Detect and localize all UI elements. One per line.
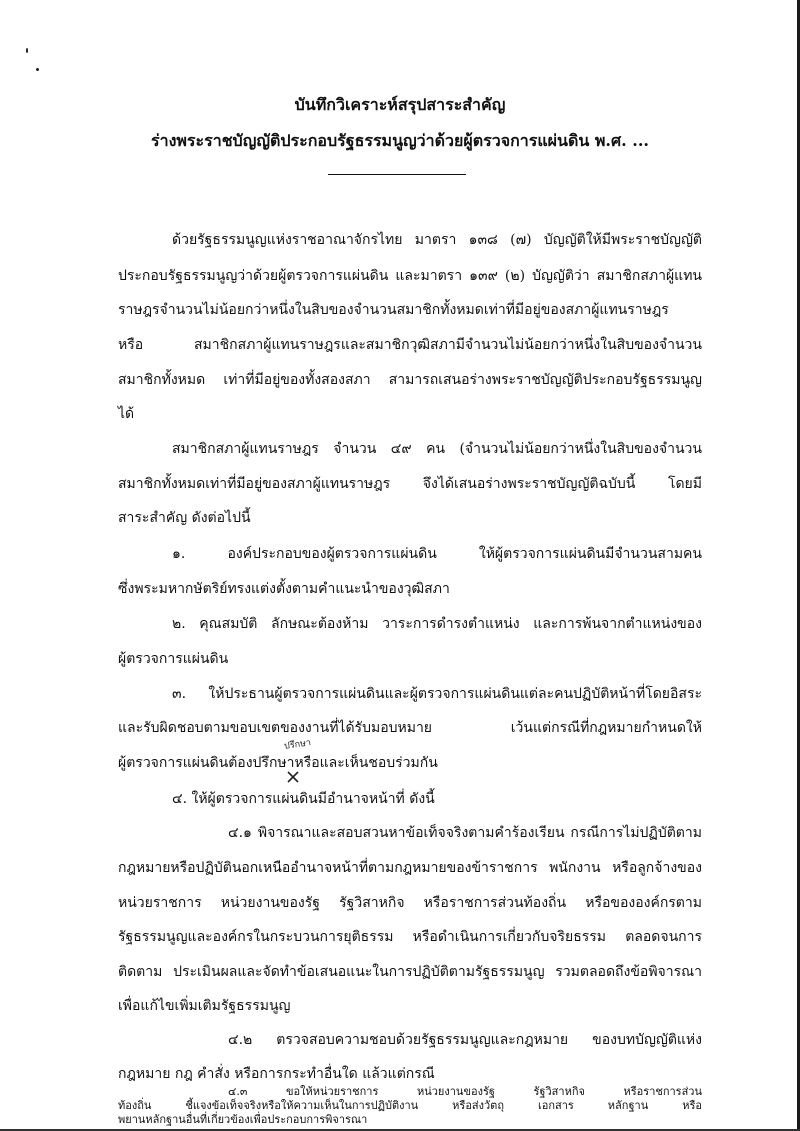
item-3-line: ๓. ให้ประธานผู้ตรวจการแผ่นดินและผู้ตรวจการแผ่นดินแต่ละคนปฏิบัติหน้าที่โดยอิสระ [172,686,702,702]
paragraph-1-line: หรือ สมาชิกสภาผู้แทนราษฎรและสมาชิกวุฒิสภามีจำนวนไม่น้อยกว่าหนึ่งในสิบของจำนวน [118,337,702,353]
item-1-line: ๑. องค์ประกอบของผู้ตรวจการแผ่นดิน ให้ผู้ตรวจการแผ่นดินมีจำนวนสามคน [172,546,702,562]
item-1-line: ซึ่งพระมหากษัตริย์ทรงแต่งตั้งตามคำแนะนำของวุฒิสภา [118,581,450,597]
item-4-1-line: กฎหมายหรือปฏิบัตินอกเหนืออำนาจหน้าที่ตามกฎหมายของข้าราชการ พนักงาน หรือลูกจ้างของ [118,860,702,876]
item-4-3-line: ๔.๓ ขอให้หน่วยราชการ หน่วยงานของรัฐ รัฐวิสาหกิจ หรือราชการส่วน [228,1085,702,1098]
title-underline-rule [328,174,466,175]
item-4-1-line: เพื่อแก้ไขเพิ่มเติมรัฐธรรมนูญ [118,998,291,1014]
item-4-1-line: ๔.๑ พิจารณาและสอบสวนหาข้อเท็จจริงตามคำร้องเรียน กรณีการไม่ปฏิบัติตาม [228,825,702,841]
item-3-line: ผู้ตรวจการแผ่นดินต้องปรึกษาหรือและเห็นชอบร่วมกัน [118,755,438,771]
item-4-1-line: รัฐธรรมนูญและองค์กรในกระบวนการยุติธรรม หรือดำเนินการเกี่ยวกับจริยธรรม ตลอดจนการ [118,929,702,945]
paragraph-1-line: ราษฎรจำนวนไม่น้อยกว่าหนึ่งในสิบของจำนวนสมาชิกทั้งหมดเท่าที่มีอยู่ของสภาผู้แทนราษฎร [118,302,669,318]
item-4-2-line: ๔.๒ ตรวจสอบความชอบด้วยรัฐธรรมนูญและกฎหมาย ของบทบัญญัติแห่ง [228,1032,702,1048]
item-4-3-line: พยานหลักฐานอื่นที่เกี่ยวข้องเพื่อประกอบการพิจารณา [118,1113,368,1126]
document-title-line2: ร่างพระราชบัญญัติประกอบรัฐธรรมนูญว่าด้วยผู้ตรวจการแผ่นดิน พ.ศ. ... [150,131,649,150]
item-4-1-line: ติดตาม ประเมินผลและจัดทำข้อเสนอแนะในการปฏิบัติตามรัฐธรรมนูญ รวมตลอดถึงข้อพิจารณา [118,964,702,980]
item-4-2-line: กฎหมาย กฎ คำสั่ง หรือการกระทำอื่นใด แล้วแต่กรณี [118,1066,435,1082]
paragraph-1-line: ได้ [118,406,135,422]
paragraph-2-line: สมาชิกทั้งหมดเท่าที่มีอยู่ของสภาผู้แทนราษฎร จึงได้เสนอร่างพระราชบัญญัติฉบับนี้ โดยมี [118,476,702,492]
paragraph-2-line: สมาชิกสภาผู้แทนราษฎร จำนวน ๔๙ คน (จำนวนไม่น้อยกว่าหนึ่งในสิบของจำนวน [172,441,702,457]
paragraph-1-line: ประกอบรัฐธรรมนูญว่าด้วยผู้ตรวจการแผ่นดิน และมาตรา ๑๓๙ (๒) บัญญัติว่า สมาชิกสภาผู้แทน [118,268,702,284]
item-4-3-line: ท้องถิ่น ชี้แจงข้อเท็จจริงหรือให้ความเห็นในการปฏิบัติงาน หรือส่งวัตถุ เอกสาร หลักฐาน หรือ [118,1099,702,1112]
scan-speck [26,48,28,53]
paragraph-1-line: สมาชิกทั้งหมด เท่าที่มีอยู่ของทั้งสองสภา สามารถเสนอร่างพระราชบัญญัติประกอบรัฐธรรมนูญ [118,372,702,388]
item-3-line: และรับผิดชอบตามขอบเขตของงานที่ได้รับมอบหมาย เว้นแต่กรณีที่กฎหมายกำหนดให้ [118,720,702,736]
paragraph-2-line: สาระสำคัญ ดังต่อไปนี้ [118,510,251,526]
handwritten-correction-note: ปรึกษา [283,738,312,752]
paragraph-1-line: ด้วยรัฐธรรมนูญแห่งราชอาณาจักรไทย มาตรา ๑๓๘ (๗) บัญญัติให้มีพระราชบัญญัติ [172,232,702,248]
document-title-line1: บันทึกวิเคราะห์สรุปสาระสำคัญ [294,95,506,114]
handwritten-cross-mark [286,770,300,784]
scan-speck [36,68,39,71]
item-2-line: ๒. คุณสมบัติ ลักษณะต้องห้าม วาระการดำรงตำแหน่ง และการพ้นจากตำแหน่งของ [172,616,702,632]
item-2-line: ผู้ตรวจการแผ่นดิน [118,651,229,667]
item-4-1-line: หน่วยราชการ หน่วยงานของรัฐ รัฐวิสาหกิจ หรือราชการส่วนท้องถิ่น หรือขององค์กรตาม [118,895,702,911]
item-4-heading: ๔. ให้ผู้ตรวจการแผ่นดินมีอำนาจหน้าที่ ดังนี้ [172,791,435,807]
